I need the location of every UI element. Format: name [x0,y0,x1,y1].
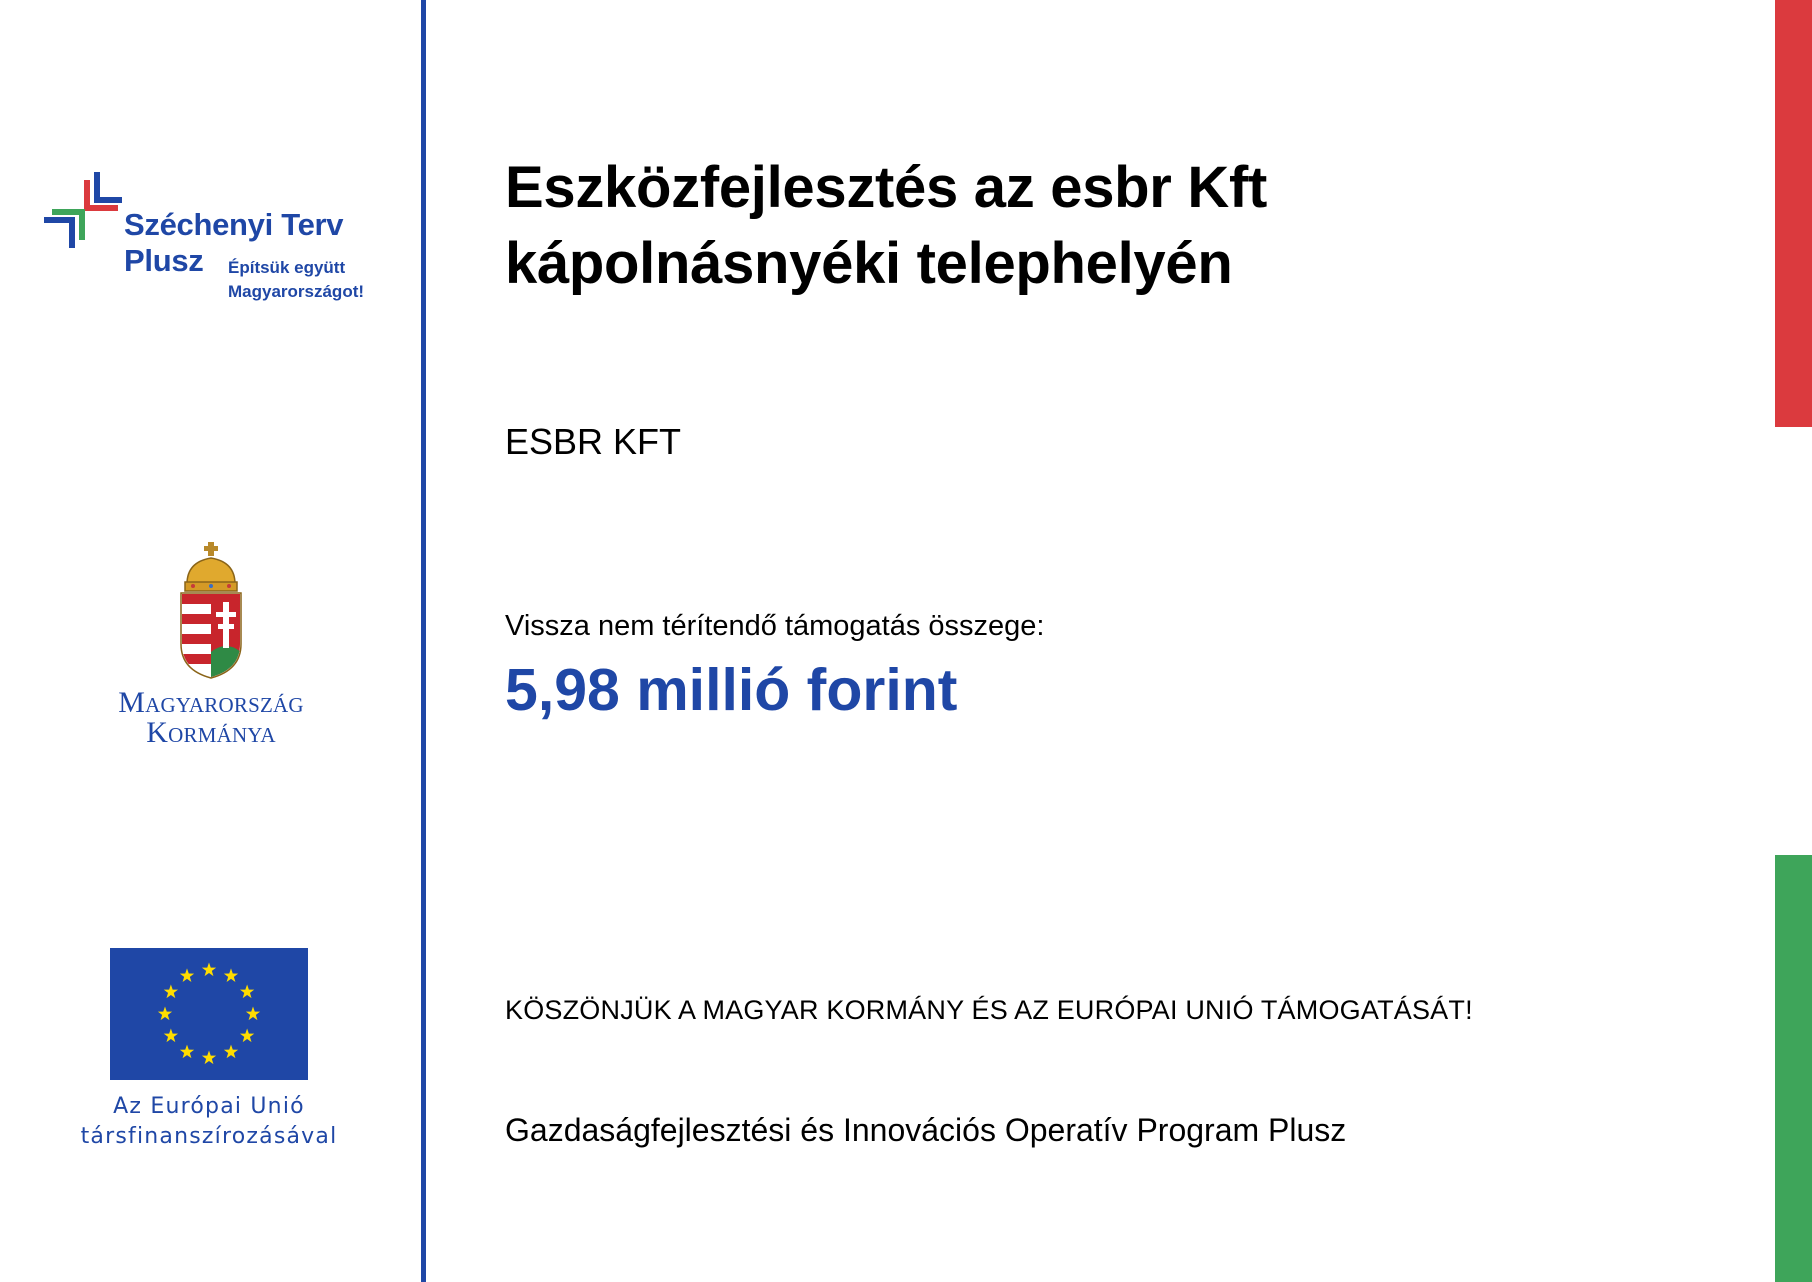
program-name: Gazdaságfejlesztési és Innovációs Operatív Program Plusz [505,1112,1347,1148]
government-name [86,688,336,748]
eu-star-icon [240,985,254,999]
beneficiary-name: ESBR KFT [505,421,682,462]
szechenyi-terv-plusz: Plusz [124,243,204,278]
government-name-line-2: Kormánya [146,716,276,749]
grant-label: Vissza nem térítendő támogatás összege: [505,610,1045,642]
eu-cofinancing-logo [64,948,354,1158]
government-name-line-1: Magyarország [118,686,304,719]
szechenyi-cross-icon [44,168,126,252]
szechenyi-terv-logo [44,168,384,308]
eu-caption-line-2: társfinanszírozásával [80,1124,338,1149]
eu-star-icon [246,1007,260,1021]
eu-stars [110,948,308,1080]
eu-star-icon [224,968,238,982]
hungarian-coat-of-arms-icon [171,540,251,680]
tagline-line-2: Magyarországot! [228,282,365,301]
eu-star-icon [202,1051,216,1065]
flag-strip-green [1775,855,1812,1282]
szechenyi-terv-tagline [228,256,364,304]
grant-amount: 5,98 millió forint [505,657,958,723]
eu-flag-icon [110,948,308,1080]
szechenyi-terv-title: Széchenyi Terv [124,207,344,242]
acknowledgement-text: KÖSZÖNJÜK A MAGYAR KORMÁNY ÉS AZ EURÓPAI UNIÓ TÁMOGATÁSÁT! [505,995,1473,1025]
eu-star-icon [158,1007,172,1021]
project-title-line-2: kápolnásnyéki telephelyén [505,231,1233,296]
eu-caption-line-1: Az Európai Unió [113,1094,305,1119]
vertical-divider [421,0,426,1282]
hungarian-government-logo [86,540,336,750]
tagline-line-1: Építsük együtt [228,258,346,277]
flag-strip-red [1775,0,1812,427]
eu-star-icon [164,1029,178,1043]
eu-star-icon [180,968,194,982]
project-info [505,0,1745,1282]
eu-star-icon [202,963,216,977]
eu-star-icon [240,1029,254,1043]
eu-star-icon [180,1045,194,1059]
eu-caption [64,1092,354,1152]
logo-sidebar [0,0,422,1282]
project-title [505,150,1705,302]
project-title-line-1: Eszközfejlesztés az esbr Kft [505,155,1267,220]
eu-star-icon [164,985,178,999]
eu-star-icon [224,1045,238,1059]
